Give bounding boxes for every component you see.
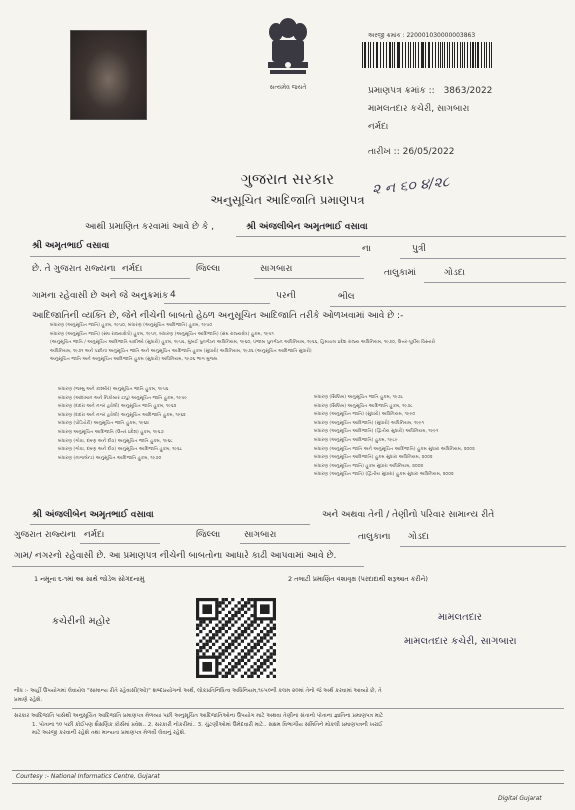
order-item-left: અધિનિયમ, ૧૯૭૧ અને પછીના અનુસૂચિત જાતિ અને અનુસૂચિત આદિજાતિ હુકમ (સુધારો) અધિનિયમ, ૧૯૭૬ (અનુસૂચિત આદિજાતિ સુધારો) [50,348,312,354]
order-item-right: બંધારણ (અનુસૂચિત આદિજાતિ) હુકમ, ૧૯૮૯ [314,437,398,443]
handwritten-number: ૨ ન ૬૦ ૪/૨૮ [371,173,451,199]
certify-intro: આથી પ્રમાણિત કરવામાં આવે છે કે , [85,222,214,232]
recognition-statement: આદિજાતિની વ્યક્તિ છે, જેને નીચેની બાબતો હેઠળ અનુસૂચિત આદિજાતિ તરીકે ઓળખવામાં આવે છે :- [32,311,404,321]
order-item-right: બંધારણ (અનુસૂચિત આદિજાતિ) (દ્વિતીય સુધારો) અધિનિયમ, ૧૯૯૧ [314,429,439,435]
basis-family-tree: 2 તલાટી પ્રમાણિત વંશાવૃક્ષ (પરદાદાથી શરૂઆત કરીને) [288,575,428,583]
barcode [362,42,494,68]
order-item-left [50,365,570,374]
orders-list-right [314,394,564,480]
issuing-office: મામલતદાર કચેરી, સાગબારા [368,104,470,114]
officer-stamp: મામલતદાર [438,612,482,623]
father-name: શ્રી અમૃતભાઈ વસાવા [32,241,110,251]
tribe-name: ભીલ [338,292,355,302]
person-name-2: શ્રી અંજલીબેન અમૃતભાઈ વસાવા [32,510,154,520]
certificate-number: પ્રમાણપત્ર ક્રમાંક :: 3863/2022 [368,86,493,96]
order-item-right: બંધારણ (અનુસૂચિત જાતિ) (દ્વિતીય સુધારા) હુકમ સુધારા અધિનિયમ, ૨૦૦૨ [314,472,454,478]
officer-title: મામલતદાર કચેરી, સાગબારા [404,636,517,647]
order-item-right: બંધારણ (અનુસૂચિત જાતિ અને અનુસૂચિત આદિજાતિ) હુકમ સુધારા અધિનિયમ, ૨૦૦૨ [314,446,475,452]
orders-list-top [50,322,570,374]
taluka-value: સાગબારા [260,264,293,274]
person-name: શ્રી અંજલીબેન અમૃતભાઈ વસાવા [246,222,368,232]
residence-statement: અને અથવા તેની / તેણીનો પરિવાર સામાન્ય રીતે [322,510,495,520]
order-item-left: બંધારણ (ગોવા, દમણ અને દીવ) અનુસૂચિત આદિજાતિ હુકમ, ૧૯૬૮ [58,447,183,453]
residence-note: નોંધ :- અહીં ઉપયોગમાં લેવાયેલ "સામાન્ય રીતે રહેવાસી(ઓ)" શબ્દપ્રયોગનો અર્થ, લોકપ્રતિનિધિત્વ અધિનિયમ,૧૯૫૦ની કલમ ૨૦માં તેનો જે અર્થ કરવામાં આવ્યો છે, તે પ્રમાણે રહેશે. [14,688,382,703]
issuing-district: નર્મદા [368,122,389,132]
district-label: જિલ્લા [196,264,221,274]
relation: પુત્રી [412,244,426,254]
residence-state: ગુજરાત રાજ્યના [14,530,77,540]
village-value: ગોડદા [444,268,465,278]
relation-prefix: ના [362,244,371,254]
footer-bar [12,770,564,784]
application-number: અરજી ક્રમાંક : 220001030000003863 [368,32,476,39]
serial-number: 4 [170,290,176,300]
order-item-right: બંધારણ (અનુસૂચિત આદિજાતિ) હુકમ સુધારા અધિનિયમ, ૨૦૦૨ [314,455,433,461]
order-item-left: બંધારણ (ગોવા, દમણ અને દીવ) અનુસૂચિત જાતિ હુકમ, ૧૯૬૮ [58,438,173,444]
order-item-right: બંધારણ (સિક્કિમ) અનુસૂચિત જાતિ હુકમ, ૧૯૭૮ [314,395,404,400]
district-value: નર્મદા [122,264,143,274]
order-item-right: બંધારણ (અનુસૂચિત જાતિ) (સુધારો) અધિનિયમ, ૧૯૯૦ [314,412,416,418]
order-item-right: બંધારણ (સિક્કિમ) અનુસૂચિત આદિજાતિ હુકમ, ૧૯૭૮ [314,403,413,409]
certificate-title: અનુસૂચિત આદિજાતિ પ્રમાણપત્ર [210,193,365,207]
residence-district-label: જિલ્લા [196,530,221,540]
order-item-left: બંધારણ (દાદરા અને નગર હવેલી) અનુસૂચિત આદિજાતિ હુકમ, ૧૯૬૨ [58,412,186,418]
issue-basis-statement: ગામ/ નગરનો રહેવાસી છે. આ પ્રમાણપત્ર નીચેની બાબતોના આધારે કાઢી આપવામાં આવે છે. [14,551,337,561]
digital-gujarat-label: Digital Gujarat [498,795,542,802]
applicant-photo [70,30,147,120]
issue-date: તારીખ :: 26/05/2022 [368,147,455,157]
orders-list-left [58,386,298,463]
order-item-left: બંધારણ (જમ્મુ અને કાશ્મીર) અનુસૂચિત જાતિ હુકમ, ૧૯૫૬ [58,387,169,392]
residence-village: ગોડદા [408,532,429,542]
residence-taluka-label: તાલુકાના [358,532,391,542]
order-item-left: (અનુસૂચિત જાતિ / અનુસૂચિત આદિજાતિ યાદીઓ (સુધારો) હુકમ, ૧૯૫૬, મુંબઈ પુનર્ગઠન અધિનિયમ, ૧૯૬૦, પંજાબ પુનર્ગઠન અધિનિયમ, ૧૯૬૬, હિમાચલ પ્રદેશ રાજ્ય અધિનિયમ, ૧૯૭૦, ઉત્તર-પૂર્વીય વિસ્તારો [50,340,436,346]
order-item-left: બંધારણ (પોંડિચેરી) અનુસૂચિત જાતિ હુકમ, ૧૯૬૪ [58,421,150,427]
order-item-left: બંધારણ (આંદામાન અને નિકોબાર ટાપુ) અનુસૂચિત જાતિ હુકમ, ૧૯૫૯ [58,395,188,401]
order-item-left: બંધારણ (નાગાલેન્ડ) અનુસૂચિત આદિજાતિ હુકમ, ૧૯૭૦ [58,455,162,461]
basis-affidavit: 1 નમૂના ૬-૧માં આ સાથે જોડેલ સોગંદનામું [34,575,145,583]
emblem-caption: સત્યમેવ જયતે [269,84,307,91]
office-seal-label: કચેરીની મહોર [52,616,111,627]
order-item-left: બંધારણ (દાદરા અને નગર હવેલી) અનુસૂચિત જાતિ હુકમ, ૧૯૬૨ [58,404,177,410]
verification-instructions: સરકાર આદિજાતિ પાસેથી અનુસૂચિત આદિજાતિ પ્રમાણપત્ર મેળવ્યા પછી અનુસૂચિત આદિજાતિઓના ઉપયોગ માટે અથવા તેણીના સંતાનો પોતાના જ્ઞાતિના પ્રમાણપત્ર માટે 1. પોતાના ૧૦ પછી કોઈપણ શૈક્ષણિક કોર્સમાં પ્રવેશ.. 2. સરકારી નોકરીમાં.. 3. ચુંટણીઓમાં ઉમેદવારી માટે.. સક્ષમ વિભાગીય સમિતિને મોકલી પ્રમાણપત્રની ખરાઈ માટે અરજી કરવાની રહેશે તથા માન્યતા પ્રમાણપત્ર મેળવી લેવાનું રહેશે. [14,713,384,736]
taluka-label: તાલુકામાં [384,268,417,278]
order-item-left: બંધારણ (અનુસૂચિત જાતિ) (સંઘ રાજ્યક્ષેત્રો) હુકમ, ૧૯૫૧, બંધારણ (અનુસૂચિત આદિજાતિ) (સંઘ રાજ્યક્ષેત્ર) હુકમ, ૧૯૫૧ [50,331,274,337]
order-item-left: અનુસૂચિત જાતિ અને અનુસૂચિત આદિજાતિ હુકમ (સુધારો) અધિનિયમ, ૧૯૭૬ ભાગ મુજબ [50,357,218,363]
order-item-left: બંધારણ (અનુસૂચિત જાતિ) હુકમ, ૧૯૫૦, બંધારણ (અનુસૂચિત આદિજાતિ) હુકમ, ૧૯૫૦ [50,323,213,328]
qr-code [196,598,276,678]
residence-taluka: સાગબારા [244,530,277,540]
state-emblem-icon [258,14,318,84]
state-prefix: છે. તે ગુજરાત રાજ્યના [32,264,116,274]
residence-district: નર્મદા [84,530,105,540]
order-item-right: બંધારણ (અનુસૂચિત જાતિ) હુકમ સુધારા અધિનિયમ, ૨૦૦૨ [314,463,424,469]
order-item-left: બંધારણ અનુસૂચિત આદિજાતિ (ઉત્તર પ્રદેશ) હુકમ, ૧૯૬૭ [58,429,164,435]
courtesy-text: Courtesy :- National Informatics Centre, Gujarat [16,773,160,780]
government-title: ગુજરાત સરકાર [240,170,335,188]
order-item-right: બંધારણ (અનુસૂચિત આદિજાતિ) (સુધારો) અધિનિયમ, ૧૯૯૧ [314,420,425,426]
serial-suffix: પરની [276,291,296,301]
serial-prefix: ગામના રહેવાસી છે અને જે અનુક્રમાંક [32,291,169,301]
